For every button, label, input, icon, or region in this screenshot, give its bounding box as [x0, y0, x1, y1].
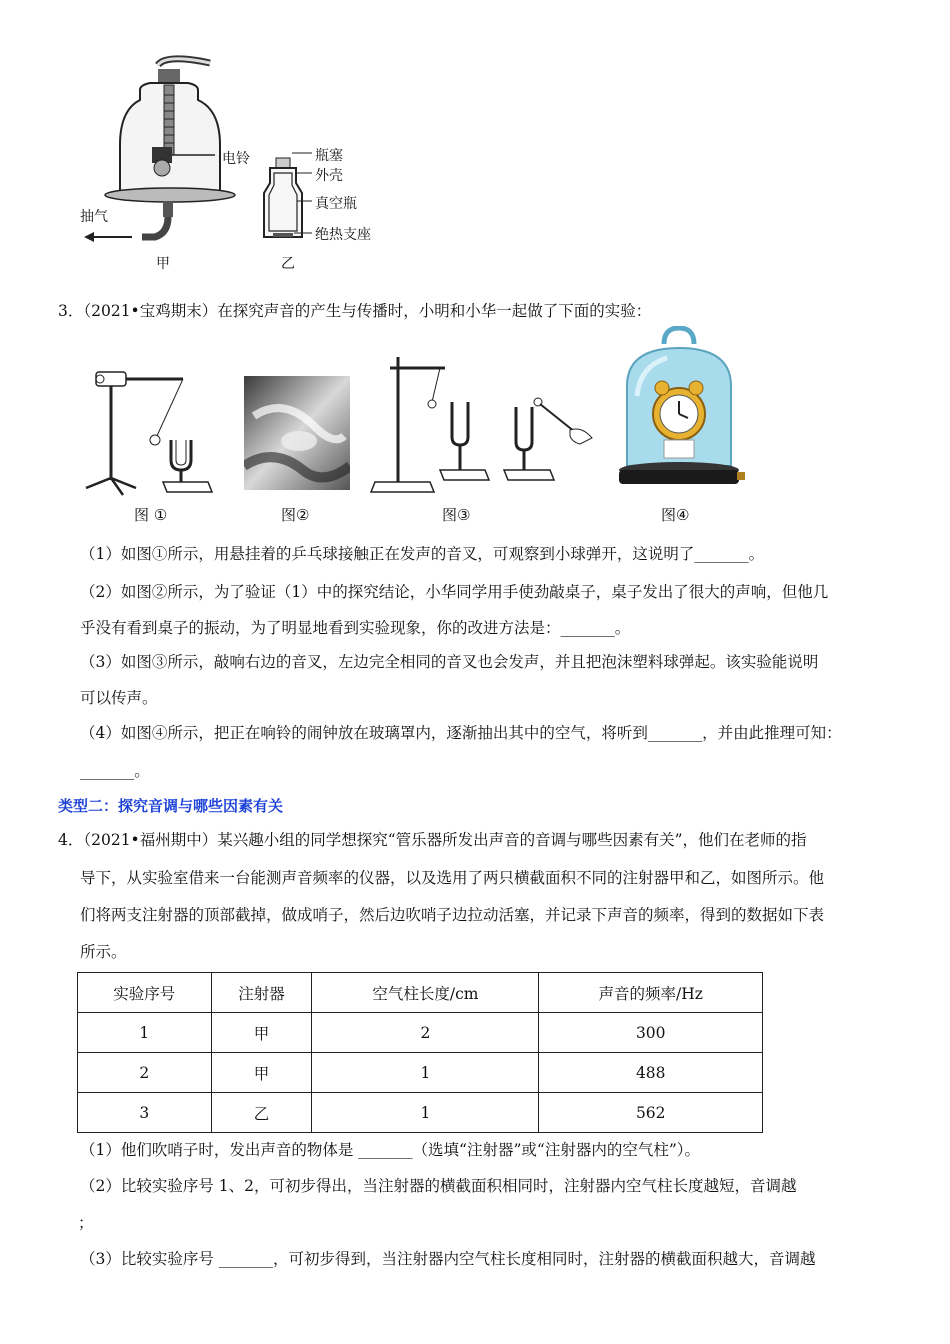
label-bell: 电铃 — [222, 151, 250, 167]
table-header-cell: 空气柱长度/cm — [312, 973, 539, 1013]
table-header-cell: 实验序号 — [78, 973, 212, 1013]
q3-part2-line2: 乎没有看到桌子的振动，为了明显地看到实验现象，你的改进方法是：_______。 — [80, 619, 631, 637]
table-cell: 562 — [539, 1093, 763, 1133]
q4-part2-line2: ； — [78, 1214, 94, 1232]
caption-yi: 乙 — [281, 256, 295, 272]
fig4-alarm-in-bell-jar — [612, 326, 746, 492]
q4-stem-line2: 导下，从实验室借来一台能测声音频率的仪器，以及选用了两只横截面积不同的注射器甲和乙，如图所示。他 — [80, 869, 825, 887]
table-cell: 488 — [539, 1053, 763, 1093]
label-pump: 抽气 — [80, 209, 108, 225]
q4-part1: （1）他们吹哨子时，发出声音的物体是 _______（选填“注射器”或“注射器内的空气柱”）。 — [80, 1141, 700, 1159]
label-stopper: 瓶塞 — [315, 148, 343, 164]
table-cell: 300 — [539, 1013, 763, 1053]
table-cell: 2 — [312, 1013, 539, 1053]
table-header-cell: 声音的频率/Hz — [539, 973, 763, 1013]
table-cell: 乙 — [211, 1093, 312, 1133]
table-header-row — [78, 973, 763, 1013]
q3-part3-line1: （3）如图③所示，敲响右边的音叉，左边完全相同的音叉也会发声，并且把泡沫塑料球弹起。该实验能说明 — [80, 653, 819, 671]
q3-stem: 3．（2021•宝鸡期末）在探究声音的产生与传播时，小明和小华一起做了下面的实验： — [58, 302, 652, 320]
table-cell: 1 — [312, 1053, 539, 1093]
q4-part2-line1: （2）比较实验序号 1、2，可初步得出，当注射器的横截面积相同时，注射器内空气柱长度越短，音调越 — [80, 1177, 797, 1195]
caption-jia: 甲 — [156, 256, 170, 272]
q3-part3-line2: 可以传声。 — [80, 689, 158, 707]
q4-part3-line1: （3）比较实验序号 _______，可初步得到，当注射器内空气柱长度相同时，注射器的横截面积越大，音调越 — [80, 1250, 816, 1268]
q4-stem-line1: 4．（2021•福州期中）某兴趣小组的同学想探究“管乐器所发出声音的音调与哪些因素有关”，他们在老师的指 — [58, 831, 807, 849]
fig3-two-tuning-forks — [370, 352, 600, 494]
q3-part1: （1）如图①所示，用悬挂着的乒乓球接触正在发声的音叉，可观察到小球弹开，这说明了_______。 — [80, 545, 765, 563]
fig2-photo — [244, 376, 350, 490]
fig2-caption: 图② — [281, 506, 310, 524]
table-header-cell: 注射器 — [211, 973, 312, 1013]
table-cell: 2 — [78, 1053, 212, 1093]
label-shell: 外壳 — [315, 168, 343, 184]
table-cell: 3 — [78, 1093, 212, 1133]
table-cell: 1 — [78, 1013, 212, 1053]
q4-stem-line4: 所示。 — [80, 943, 127, 961]
q3-part2-line1: （2）如图②所示，为了验证（1）中的探究结论，小华同学用手使劲敲桌子，桌子发出了很大的声响，但他几 — [80, 583, 829, 601]
label-vacuum: 真空瓶 — [315, 196, 357, 212]
table-cell: 甲 — [211, 1053, 312, 1093]
label-base: 绝热支座 — [315, 227, 371, 243]
fig3-caption: 图③ — [442, 506, 471, 524]
q3-part4-line2: _______。 — [80, 762, 150, 780]
fig1-tuning-fork-pendulum — [78, 360, 218, 500]
table-cell: 1 — [312, 1093, 539, 1133]
table-row — [78, 1053, 763, 1093]
fig4-caption: 图④ — [661, 506, 690, 524]
q4-stem-line3: 们将两支注射器的顶部截掉，做成哨子，然后边吹哨子边拉动活塞，并记录下声音的频率，得到的数据如下表 — [80, 906, 825, 924]
q3-part4-line1: （4）如图④所示，把正在响铃的闹钟放在玻璃罩内，逐渐抽出其中的空气，将听到_______，并由此推理可知： — [80, 724, 842, 742]
data-table — [77, 972, 763, 1133]
table-row — [78, 1093, 763, 1133]
section-heading: 类型二：探究音调与哪些因素有关 — [58, 797, 284, 815]
table-row — [78, 1013, 763, 1053]
table-cell: 甲 — [211, 1013, 312, 1053]
fig1-caption: 图 ① — [134, 506, 168, 524]
